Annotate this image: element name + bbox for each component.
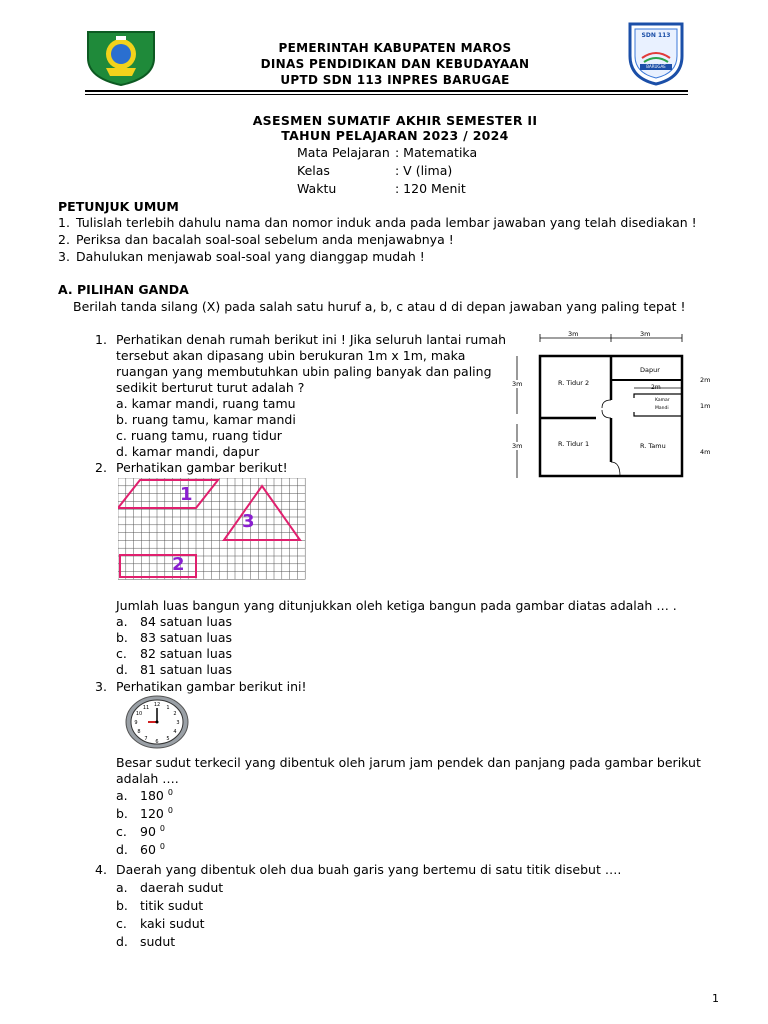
answer-option: b. ruang tamu, kamar mandi bbox=[116, 412, 296, 427]
right-logo bbox=[626, 20, 686, 86]
answer-option bbox=[140, 806, 173, 821]
answer-option: 83 satuan luas bbox=[140, 630, 232, 645]
instruction-number: 2. bbox=[58, 232, 70, 247]
page-number: 1 bbox=[712, 992, 719, 1005]
option-letter: b. bbox=[116, 806, 128, 821]
option-letter: a. bbox=[116, 614, 128, 629]
plan-dim-top-left: 3m bbox=[568, 330, 579, 338]
section-instruction: Berilah tanda silang (X) pada salah satu huruf a, b, c atau d di depan jawaban yang paling tepat ! bbox=[73, 299, 686, 314]
plan-room-kitchen: Dapur bbox=[640, 366, 660, 374]
answer-option: sudut bbox=[140, 934, 176, 949]
instructions-heading: PETUNJUK UMUM bbox=[58, 199, 179, 214]
answer-option bbox=[140, 842, 165, 857]
answer-option bbox=[140, 824, 165, 839]
plan-dim-left-top: 3m bbox=[512, 380, 523, 388]
time-value: : 120 Menit bbox=[395, 181, 466, 196]
answer-option: 81 satuan luas bbox=[140, 662, 232, 677]
plan-room-bed2: R. Tidur 2 bbox=[558, 379, 590, 387]
svg-text:8: 8 bbox=[137, 729, 141, 735]
plan-dim-right-3: 4m bbox=[700, 448, 711, 456]
plan-dim-top-right: 3m bbox=[640, 330, 651, 338]
instruction-item: Tulislah terlebih dahulu nama dan nomor induk anda pada lembar jawaban yang telah disediakan ! bbox=[76, 215, 697, 230]
svg-text:2: 2 bbox=[173, 711, 177, 717]
class-label: Kelas bbox=[297, 163, 330, 178]
svg-text:10: 10 bbox=[135, 711, 143, 717]
class-value: : V (lima) bbox=[395, 163, 453, 178]
option-letter: c. bbox=[116, 916, 127, 931]
question-text: Jumlah luas bangun yang ditunjukkan oleh ketiga bangun pada gambar diatas adalah … . bbox=[116, 598, 677, 613]
answer-option: d. kamar mandi, dapur bbox=[116, 444, 260, 459]
clock-figure bbox=[124, 694, 190, 750]
plan-room-bed1: R. Tidur 1 bbox=[558, 440, 590, 448]
header-divider bbox=[85, 90, 688, 92]
option-value: 120 bbox=[140, 806, 164, 822]
svg-text:9: 9 bbox=[134, 720, 138, 726]
right-logo-ribbon: BARUGAE bbox=[646, 64, 666, 69]
degree-sign: 0 bbox=[167, 806, 173, 815]
shape-label-1: 1 bbox=[180, 484, 193, 505]
plan-dim-left-bottom: 3m bbox=[512, 442, 523, 450]
question-number: 4. bbox=[95, 862, 107, 877]
exam-year: TAHUN PELAJARAN 2023 / 2024 bbox=[281, 128, 509, 143]
degree-sign: 0 bbox=[167, 788, 173, 797]
answer-option: 84 satuan luas bbox=[140, 614, 232, 629]
option-letter: c. bbox=[116, 646, 127, 661]
plan-room-living: R. Tamu bbox=[640, 442, 666, 450]
question-number: 3. bbox=[95, 679, 107, 694]
option-letter: a. bbox=[116, 788, 128, 803]
answer-option: titik sudut bbox=[140, 898, 204, 913]
subject-label: Mata Pelajaran bbox=[297, 145, 390, 160]
svg-text:3: 3 bbox=[176, 720, 180, 726]
svg-text:6: 6 bbox=[155, 739, 159, 745]
header-line3: UPTD SDN 113 INPRES BARUGAE bbox=[280, 73, 510, 87]
answer-option: kaki sudut bbox=[140, 916, 205, 931]
question-text: ruangan yang membutuhkan ubin paling banyak dan paling bbox=[116, 364, 492, 379]
question-text: Perhatikan gambar berikut ini! bbox=[116, 679, 307, 694]
option-value: 180 bbox=[140, 788, 164, 804]
instruction-item: Periksa dan bacalah soal-soal sebelum anda menjawabnya ! bbox=[76, 232, 454, 247]
svg-text:12: 12 bbox=[153, 702, 161, 708]
plan-dim-right-2: 1m bbox=[700, 402, 711, 410]
shape-label-2: 2 bbox=[172, 554, 185, 575]
degree-sign: 0 bbox=[159, 842, 165, 851]
question-number: 1. bbox=[95, 332, 107, 347]
option-letter: b. bbox=[116, 898, 128, 913]
instruction-number: 1. bbox=[58, 215, 70, 230]
section-heading: A. PILIHAN GANDA bbox=[58, 282, 189, 297]
answer-option: 82 satuan luas bbox=[140, 646, 232, 661]
question-text: Perhatikan gambar berikut! bbox=[116, 460, 288, 475]
option-value: 90 bbox=[140, 824, 156, 840]
floor-plan bbox=[512, 328, 722, 488]
option-letter: d. bbox=[116, 842, 128, 857]
option-letter: d. bbox=[116, 662, 128, 677]
answer-option bbox=[140, 788, 173, 803]
question-text: Daerah yang dibentuk oleh dua buah garis yang bertemu di satu titik disebut …. bbox=[116, 862, 622, 877]
option-letter: a. bbox=[116, 880, 128, 895]
instruction-number: 3. bbox=[58, 249, 70, 264]
plan-inner-2m: 2m bbox=[651, 384, 661, 391]
header-line2: DINAS PENDIDIKAN DAN KEBUDAYAAN bbox=[260, 57, 530, 71]
shape-grid-figure bbox=[118, 478, 306, 586]
header-line1: PEMERINTAH KABUPATEN MAROS bbox=[278, 41, 512, 55]
answer-option: c. ruang tamu, ruang tidur bbox=[116, 428, 282, 443]
svg-text:7: 7 bbox=[144, 736, 148, 742]
right-logo-text: SDN 113 bbox=[641, 32, 671, 39]
plan-room-bath-2: Mandi bbox=[655, 406, 669, 411]
question-text: adalah …. bbox=[116, 771, 179, 786]
degree-sign: 0 bbox=[159, 824, 165, 833]
question-text: tersebut akan dipasang ubin berukuran 1m x 1m, maka bbox=[116, 348, 466, 363]
plan-dim-right-1: 2m bbox=[700, 376, 711, 384]
left-logo bbox=[86, 28, 156, 86]
question-text: Besar sudut terkecil yang dibentuk oleh jarum jam pendek dan panjang pada gambar berikut bbox=[116, 755, 701, 770]
question-text: sedikit berturut turut adalah ? bbox=[116, 380, 305, 395]
option-letter: b. bbox=[116, 630, 128, 645]
shape-label-3: 3 bbox=[242, 511, 255, 532]
svg-text:1: 1 bbox=[166, 705, 170, 711]
instruction-item: Dahulukan menjawab soal-soal yang dianggap mudah ! bbox=[76, 249, 425, 264]
svg-text:11: 11 bbox=[142, 705, 150, 711]
question-number: 2. bbox=[95, 460, 107, 475]
question-text: Perhatikan denah rumah berikut ini ! Jika seluruh lantai rumah bbox=[116, 332, 507, 347]
svg-text:5: 5 bbox=[166, 736, 170, 742]
exam-title: ASESMEN SUMATIF AKHIR SEMESTER II bbox=[252, 113, 538, 128]
option-letter: d. bbox=[116, 934, 128, 949]
option-value: 60 bbox=[140, 842, 156, 858]
subject-value: : Matematika bbox=[395, 145, 478, 160]
answer-option: a. kamar mandi, ruang tamu bbox=[116, 396, 296, 411]
header-divider-thin bbox=[85, 94, 688, 95]
time-label: Waktu bbox=[297, 181, 337, 196]
plan-room-bath-1: Kamar bbox=[655, 398, 670, 403]
option-letter: c. bbox=[116, 824, 127, 839]
svg-text:4: 4 bbox=[173, 729, 177, 735]
answer-option: daerah sudut bbox=[140, 880, 224, 895]
